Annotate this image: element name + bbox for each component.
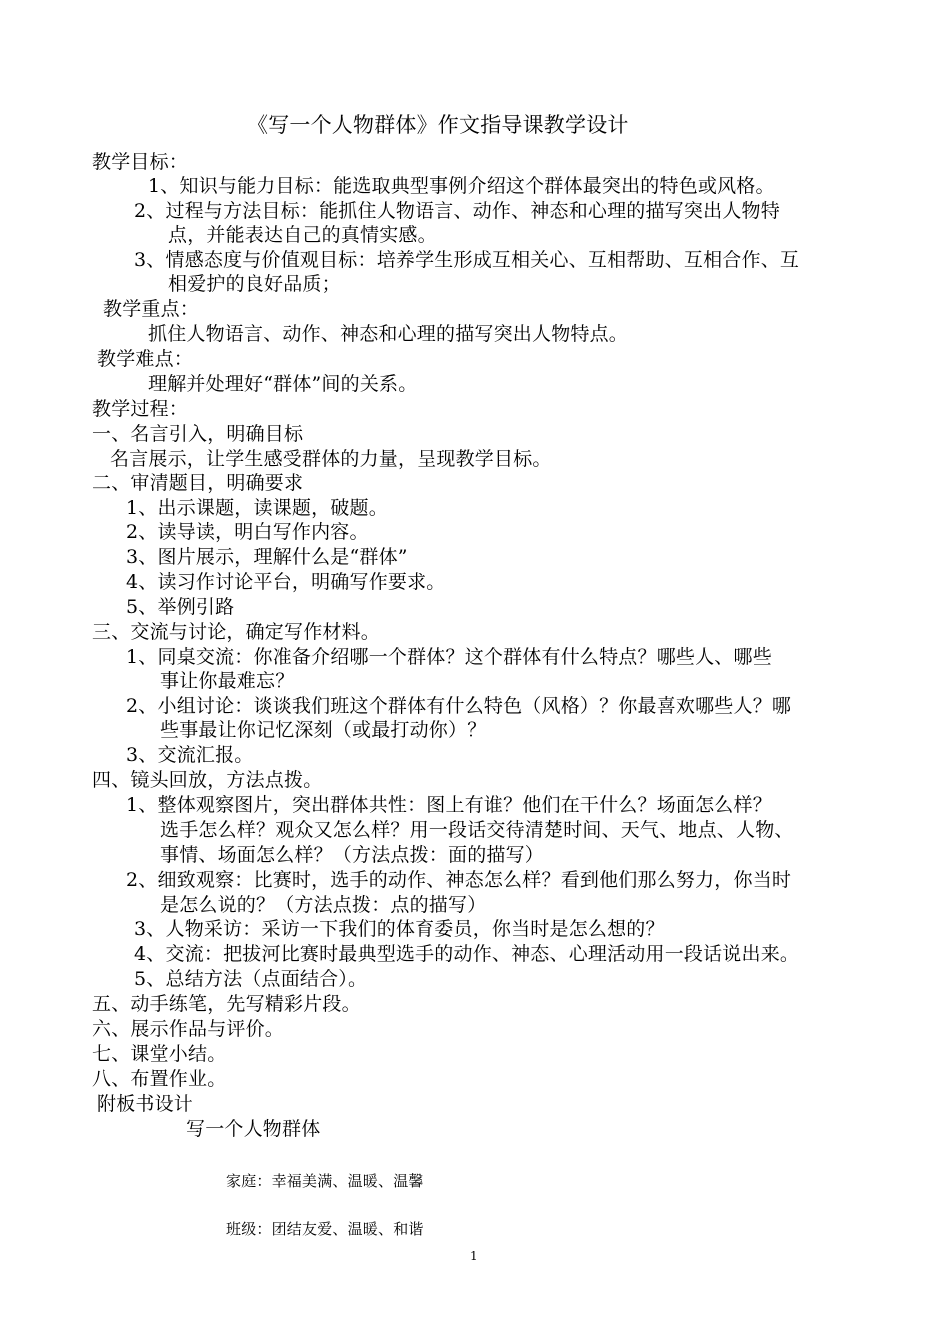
section-3-item-2-line2: 些事最让你记忆深刻（或最打动你）？: [160, 719, 487, 741]
section-4-item-1-line1: 1、整体观察图片，突出群体共性：图上有谁？他们在干什么？场面怎么样？: [126, 794, 772, 816]
section-1-title: 一、名言引入，明确目标: [92, 423, 304, 445]
section-6-title: 六、展示作品与评价。: [92, 1018, 285, 1040]
objective-2-line1: 2、过程与方法目标：能抓住人物语言、动作、神态和心理的描写突出人物特: [134, 200, 780, 222]
section-2-title: 二、审清题目，明确要求: [92, 472, 304, 494]
section-5-title: 五、动手练笔，先写精彩片段。: [92, 993, 361, 1015]
section-2-item-3: 3、图片展示，理解什么是“群体”: [126, 546, 408, 568]
section-4-item-5: 5、总结方法（点面结合）。: [134, 968, 368, 990]
section-3-item-2-line1: 2、小组讨论：谈谈我们班这个群体有什么特色（风格）？你最喜欢哪些人？哪: [126, 695, 792, 717]
board-heading: 附板书设计: [97, 1093, 194, 1115]
section-2-item-2: 2、读导读，明白写作内容。: [126, 521, 369, 543]
objectives-heading: 教学目标：: [92, 151, 189, 173]
section-4-title: 四、镜头回放，方法点拨。: [92, 769, 323, 791]
section-4-item-4: 4、交流：把拔河比赛时最典型选手的动作、神态、心理活动用一段话说出来。: [134, 943, 800, 965]
section-4-item-3: 3、人物采访：采访一下我们的体育委员，你当时是怎么想的？: [134, 918, 665, 940]
page-number: 1: [470, 1249, 478, 1263]
section-3-item-1-line2: 事让你最难忘？: [160, 670, 295, 692]
objective-1: 1、知识与能力目标：能选取典型事例介绍这个群体最突出的特色或风格。: [148, 175, 775, 197]
section-3-title: 三、交流与讨论，确定写作材料。: [92, 621, 381, 643]
process-heading: 教学过程：: [92, 398, 189, 420]
section-8-title: 八、布置作业。: [92, 1068, 227, 1090]
document-title: 《写一个人物群体》作文指导课教学设计: [247, 113, 629, 137]
section-3-item-3: 3、交流汇报。: [126, 744, 254, 766]
key-point-heading: 教学重点：: [103, 298, 200, 320]
board-line-class: 班级：团结友爱、温暖、和谐: [226, 1220, 424, 1238]
section-7-title: 七、课堂小结。: [92, 1043, 227, 1065]
section-4-item-2-line1: 2、细致观察：比赛时，选手的动作、神态怎么样？看到他们那么努力，你当时: [126, 869, 792, 891]
board-title: 写一个人物群体: [186, 1118, 321, 1140]
section-4-item-1-line2: 选手怎么样？观众又怎么样？用一段话交待清楚时间、天气、地点、人物、: [160, 819, 794, 841]
section-2-item-5: 5、举例引路: [126, 596, 235, 618]
section-2-item-1: 1、出示课题，读课题，破题。: [126, 497, 388, 519]
objective-2-line2: 点，并能表达自己的真情实感。: [168, 224, 437, 246]
difficulty-text: 理解并处理好“群体”间的关系。: [148, 373, 418, 395]
objective-3-line2: 相爱护的良好品质；: [168, 273, 341, 295]
objective-3-line1: 3、情感态度与价值观目标：培养学生形成互相关心、互相帮助、互相合作、互: [134, 249, 800, 271]
section-2-item-4: 4、读习作讨论平台，明确写作要求。: [126, 571, 446, 593]
difficulty-heading: 教学难点：: [97, 348, 194, 370]
section-4-item-1-line3: 事情、场面怎么样？（方法点拨：面的描写）: [160, 844, 545, 866]
board-line-family: 家庭：幸福美满、温暖、温馨: [226, 1172, 424, 1190]
key-point-text: 抓住人物语言、动作、神态和心理的描写突出人物特点。: [148, 323, 629, 345]
section-3-item-1-line1: 1、同桌交流：你准备介绍哪一个群体？这个群体有什么特点？哪些人、哪些: [126, 646, 772, 668]
section-1-text: 名言展示，让学生感受群体的力量，呈现教学目标。: [110, 448, 552, 470]
section-4-item-2-line2: 是怎么说的？（方法点拨：点的描写）: [160, 894, 487, 916]
